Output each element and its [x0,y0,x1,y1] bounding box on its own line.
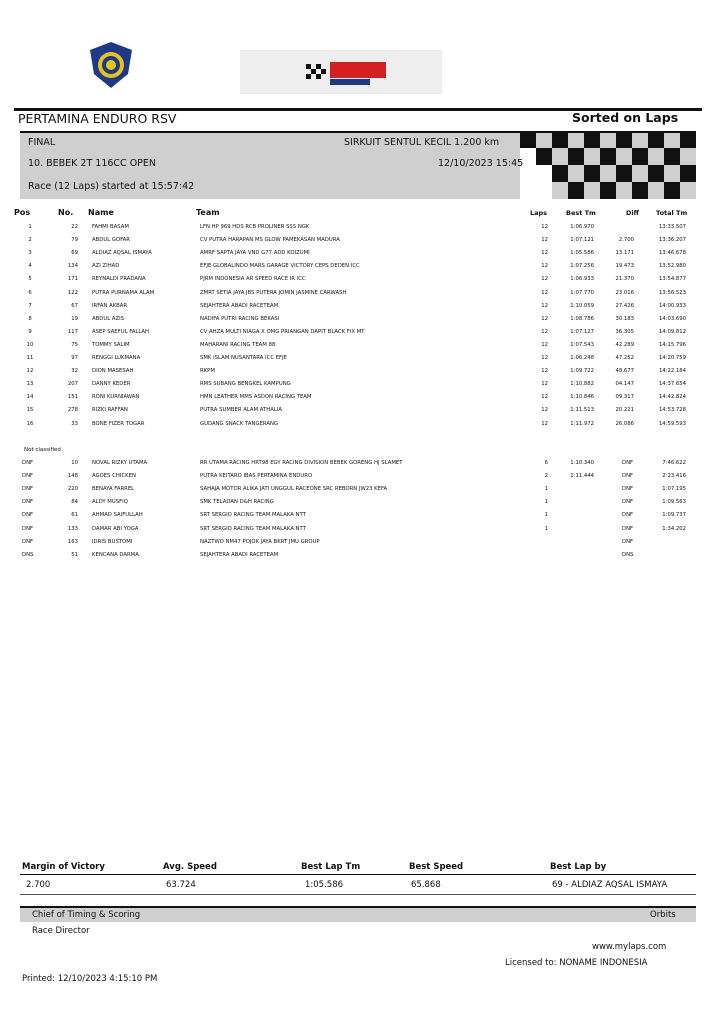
cell-team: SMK TELADAN D&H RACING [200,499,274,506]
cell-diff: DNF [622,512,634,519]
not-classified-row [0,549,724,562]
cell-diff: DNF [622,460,634,466]
cell-no: 32 [71,368,78,375]
result-row [0,326,724,339]
printed-timestamp: Printed: 12/10/2023 4:15:10 PM [22,974,158,984]
cell-total: 1:09.737 [662,512,686,519]
cell-best: 1:10.059 [570,302,594,309]
cell-pos: 5 [28,276,32,283]
cell-name: AZI ZIHAD [92,263,120,270]
result-row [0,287,724,300]
cell-team: CV PUTRA HARAPAN MS GLOW PAMEKASAN MADURA [200,237,340,244]
cell-pos: 10 [26,341,34,348]
cell-team: AMRF SAPTA JAYA VND G77 ADD KOIZUMI [200,250,310,257]
cell-name: RONI KURNIAWAN [92,394,140,401]
cell-team: PUTRA KEITARO IBAS PERTAMINA ENDURO [200,473,313,480]
result-row [0,260,724,273]
cell-diff: 19.473 [615,263,634,270]
orbits-label: Orbits [650,910,676,920]
cell-no: 51 [71,551,78,558]
best-lap-value: 1:05.586 [305,880,344,890]
cell-total: 13:46.678 [658,250,686,257]
cell-name: IRFAN AKBAR [92,302,128,309]
cell-no: 278 [67,407,78,414]
col-pos: Pos [14,208,31,217]
result-row [0,234,724,247]
cell-name: AHMAD SAIFULLAH [92,512,143,519]
cell-diff: 42.289 [615,341,634,348]
license: Licensed to: NONAME INDONESIA [505,958,648,968]
cell-team: NAZTWO NM47 POJOK JAYA BKRT JMU GROUP [200,538,320,545]
cell-name: DANNY KEDER [92,381,131,388]
cell-team: LFN HP 969 HDS RCB PROLINER SSS NGK [200,224,310,230]
col-team: Team [196,208,220,217]
cell-name: BONE FIZER TOGAR [92,420,145,427]
cell-total: 14:42.824 [658,394,686,401]
cell-laps: 12 [541,394,548,401]
not-classified-row [0,470,724,483]
imi-logo [86,40,136,90]
cell-no: 84 [71,499,78,506]
cell-no: 22 [71,224,78,230]
cell-laps: 12 [541,237,548,244]
cell-no: 171 [67,276,78,283]
cell-no: 220 [67,486,78,493]
race-info: Race (12 Laps) started at 15:57:42 [28,181,195,192]
not-classified-row [0,457,724,470]
cell-diff: 21.370 [615,276,634,283]
cell-pos: 11 [26,355,34,361]
cell-no: 79 [71,237,78,244]
cell-diff: DNF [622,538,634,545]
cell-name: BENAYA FARREL [92,486,135,493]
cell-diff: 27.426 [615,302,634,309]
col-name: Name [88,208,114,217]
cell-team: PJRM INDONESIA AR SPEED RACE IR ICC [200,276,306,283]
cell-name: DION MASESAH [92,368,134,375]
cell-best: 1:10.882 [570,381,594,388]
cell-pos: 2 [28,237,32,244]
cell-name: REYNALDI PRADANA [92,276,146,283]
cell-pos: 16 [26,420,34,427]
cell-laps: 12 [541,263,548,270]
cell-laps: 12 [541,381,548,388]
margin-value: 2.700 [26,880,51,890]
cell-name: AGOES CHICKEN [92,473,136,480]
result-row [0,221,724,234]
cell-name: ALDIAZ AQSAL ISMAYA [92,250,152,257]
cell-pos: DNF [22,525,34,532]
cell-name: KENCANA DARMA [92,551,139,558]
cell-total: 13:36.207 [658,237,686,244]
cell-pos: 13 [26,381,34,388]
cell-no: 97 [71,355,78,361]
cell-best: 1:11.513 [570,407,594,414]
cell-total: 7:46.622 [662,460,686,466]
event-title: PERTAMINA ENDURO RSV [18,111,177,126]
cell-no: 19 [71,315,78,322]
race-director: Race Director [32,926,90,936]
cell-total: 1:07.195 [662,486,686,493]
website: www.mylaps.com [592,942,667,952]
cell-best: 1:07.543 [570,341,594,348]
cell-laps: 6 [544,460,548,466]
cell-team: RR UTAMA RACING HRT98 EGY RACING DIVISION BEBEK GORENG HJ SLAMET [200,460,403,466]
cell-pos: 15 [26,407,34,414]
cell-team: ZMRT SETIA JAYA JBS PUTERA JOMIN JASMINE CARWASH [200,289,347,296]
cell-name: IDRIS BUSTOMI [92,538,133,545]
cell-laps: 1 [544,499,548,506]
cell-diff: DNF [622,473,634,480]
circuit-name: SIRKUIT SENTUL KECIL 1.200 km [344,137,500,148]
cell-no: 117 [67,328,78,335]
cell-team: EFJE GLOBALINDO MARS GARAGE VICTORY CEPS DEDEN ICC [200,263,360,270]
best-speed-label: Best Speed [409,862,464,872]
sort-label: Sorted on Laps [572,110,679,125]
cell-no: 122 [67,289,78,296]
cell-best: 1:05.586 [570,250,594,257]
cell-diff: 2.700 [618,237,634,244]
cell-no: 207 [67,381,78,388]
cell-diff: 09.317 [615,394,634,401]
cell-no: 69 [71,250,78,257]
cell-diff: DNS [622,551,634,558]
cell-name: RENGGI LUKMANA [92,355,141,361]
cell-diff: DNF [622,499,634,506]
not-classified-row [0,496,724,509]
cell-laps: 12 [541,224,548,230]
cell-name: TOMMY SALIM [92,341,130,348]
class-name: 10. BEBEK 2T 116CC OPEN [28,158,157,169]
cell-diff: 47.252 [615,355,634,361]
cell-laps: 12 [541,302,548,309]
cell-best: 1:11.972 [570,420,594,427]
cell-team: SEJAHTERA ABADI RACETEAM [200,551,279,558]
result-row [0,339,724,352]
col-no: No. [58,208,74,217]
cell-no: 33 [71,420,78,427]
cell-total: 2:23.416 [662,473,686,480]
cell-laps: 1 [544,525,548,532]
cell-best: 1:11.444 [570,473,594,480]
cell-name: ASEP SAEFUL FALLAH [92,328,150,335]
cell-total: 13:54.877 [658,276,686,283]
cell-no: 67 [71,302,78,309]
result-row [0,273,724,286]
cell-total: 14:03.690 [658,315,686,322]
cell-laps: 12 [541,368,548,375]
cell-pos: DNS [22,551,34,558]
result-row [0,300,724,313]
cell-best: 1:06.248 [570,355,594,361]
cell-no: 133 [67,525,78,532]
cell-team: RKPM [200,368,215,375]
cell-total: 1:34.202 [662,525,686,532]
cell-team: CV AHZA MULTI NIAGA X OMG PRIANGAN DAPIT BLACK FIX MT [200,328,365,335]
cell-laps: 12 [541,250,548,257]
cell-pos: DNF [22,460,34,466]
cell-name: PUTRA PURNAMA ALAM [92,289,155,296]
enduro-rsv-logo [240,50,442,94]
cell-name: ALDY MUSFIQ [92,499,128,506]
cell-team: GUDANG SNACK TANGERANG [200,420,279,427]
cell-laps: 12 [541,328,548,335]
cell-laps: 12 [541,276,548,283]
cell-name: FAHMI BASAM [92,224,129,230]
col-total: Total Tm [656,209,688,217]
cell-total: 13:33.507 [658,224,686,230]
not-classified-row [0,483,724,496]
cell-total: 14:53.728 [658,407,686,414]
cell-best: 1:10.340 [570,460,594,466]
cell-best: 1:08.786 [570,315,594,322]
cell-laps: 12 [541,420,548,427]
result-row [0,378,724,391]
cell-team: HMN LEATHER MMS ASDON RACING TEAM [200,394,312,401]
result-row [0,391,724,404]
cell-name: RIZKI RAFFAN [92,407,128,414]
cell-pos: 3 [28,250,32,257]
cell-total: 14:15.796 [658,341,686,348]
chief-of-timing: Chief of Timing & Scoring [32,910,141,920]
cell-diff: 04.147 [615,381,634,388]
cell-pos: 9 [28,328,32,335]
cell-laps: 1 [544,512,548,519]
cell-diff: 36.305 [615,328,634,335]
not-classified-label: Not classified [24,447,61,453]
cell-laps: 12 [541,407,548,414]
col-best: Best Tm [566,209,596,217]
col-diff: Diff [626,209,639,217]
cell-pos: 4 [28,263,32,270]
best-lap-by-label: Best Lap by [550,862,607,872]
cell-no: 10 [71,460,78,466]
cell-best: 1:07.256 [570,263,594,270]
cell-best: 1:07.770 [570,289,594,296]
cell-laps: 12 [541,341,548,348]
cell-team: SMK ISLAM NUSANTARA ICC EFJE [200,355,288,361]
cell-team: MAHARANI RACING TEAM 88 [200,341,276,348]
cell-pos: DNF [22,473,34,480]
not-classified-row [0,536,724,549]
cell-name: DAMAR ABI YOGA [92,525,139,532]
cell-total: 14:09.812 [658,328,686,335]
cell-team: PUTRA SUMBER ALAM ATHALIA [200,407,282,414]
cell-pos: 6 [28,289,32,296]
cell-total: 14:00.933 [658,302,686,309]
cell-team: RMS SUBANG BENGKEL KAMPUNG [200,381,291,388]
avg-speed-label: Avg. Speed [163,862,217,872]
cell-best: 1:10.846 [570,394,594,401]
cell-laps: 12 [541,355,548,361]
cell-laps: 12 [541,289,548,296]
signature-bar-rule [20,906,696,908]
cell-pos: 14 [26,394,34,401]
session-datetime: 12/10/2023 15:45 [438,158,524,169]
summary-bottom-rule [20,894,696,895]
cell-laps: 12 [541,315,548,322]
cell-diff: 20.221 [615,407,634,414]
cell-diff: DNF [622,486,634,493]
cell-no: 163 [67,538,78,545]
result-row [0,404,724,417]
margin-label: Margin of Victory [22,862,105,872]
best-speed-value: 65.868 [411,880,441,890]
cell-best: 1:07.127 [570,328,594,335]
result-row [0,247,724,260]
cell-total: 14:59.593 [658,420,686,427]
best-lap-by-value: 69 - ALDIAZ AQSAL ISMAYA [552,880,668,890]
cell-diff: 23.016 [615,289,634,296]
summary-rule [20,874,696,875]
session-name: FINAL [28,137,56,148]
cell-best: 1:07.121 [570,237,594,244]
cell-total: 14:20.759 [658,355,686,361]
cell-no: 75 [71,341,78,348]
best-lap-label: Best Lap Tm [301,862,361,872]
cell-no: 134 [67,263,78,270]
not-classified-row [0,509,724,522]
cell-pos: DNF [22,512,34,519]
result-row [0,418,724,431]
cell-no: 61 [71,512,78,519]
cell-laps: 2 [544,473,548,480]
cell-diff: 30.183 [615,315,634,322]
cell-team: NADIFA PUTRI RACING BEKASI [200,315,280,322]
result-row [0,352,724,365]
cell-team: SRT SERGIO RACING TEAM MALAKA NTT [200,512,306,519]
cell-diff: 48.677 [615,368,634,375]
cell-pos: 12 [26,368,34,375]
cell-total: 1:09.563 [662,499,686,506]
cell-pos: DNF [22,486,34,493]
col-laps: Laps [530,209,548,217]
result-row [0,313,724,326]
cell-pos: 1 [28,224,32,230]
cell-team: SRT SERGIO RACING TEAM MALAKA NTT [200,525,306,532]
not-classified-row [0,523,724,536]
cell-best: 1:06.970 [570,224,594,230]
cell-team: SEJAHTERA ABADI RACETEAM [200,302,279,309]
cell-total: 14:37.654 [658,381,686,388]
cell-diff: 26.086 [615,420,634,427]
cell-diff: 13.171 [615,250,634,257]
cell-diff: DNF [622,525,634,532]
cell-pos: 7 [28,302,32,309]
cell-laps: 1 [544,486,548,493]
cell-name: ABDUL AZIS [92,315,125,322]
cell-total: 13:52.980 [658,263,686,270]
cell-no: 151 [67,394,78,401]
result-row [0,365,724,378]
cell-name: ABDUL GOFAR [92,237,130,244]
checkered-flag [520,131,696,199]
cell-total: 13:56.523 [658,289,686,296]
cell-total: 14:22.184 [658,368,686,375]
cell-no: 148 [67,473,78,480]
cell-name: NOVAL RIZKY UTAMA [92,460,148,466]
cell-pos: DNF [22,499,34,506]
cell-best: 1:06.933 [570,276,594,283]
cell-best: 1:09.722 [570,368,594,375]
avg-speed-value: 63.724 [166,880,196,890]
cell-pos: DNF [22,538,34,545]
cell-team: SAHAJA MOTOR ALIKA JATI UNGGUL RACEONE SRC REBORN JW23 KEFA [200,486,388,493]
cell-pos: 8 [28,315,32,322]
